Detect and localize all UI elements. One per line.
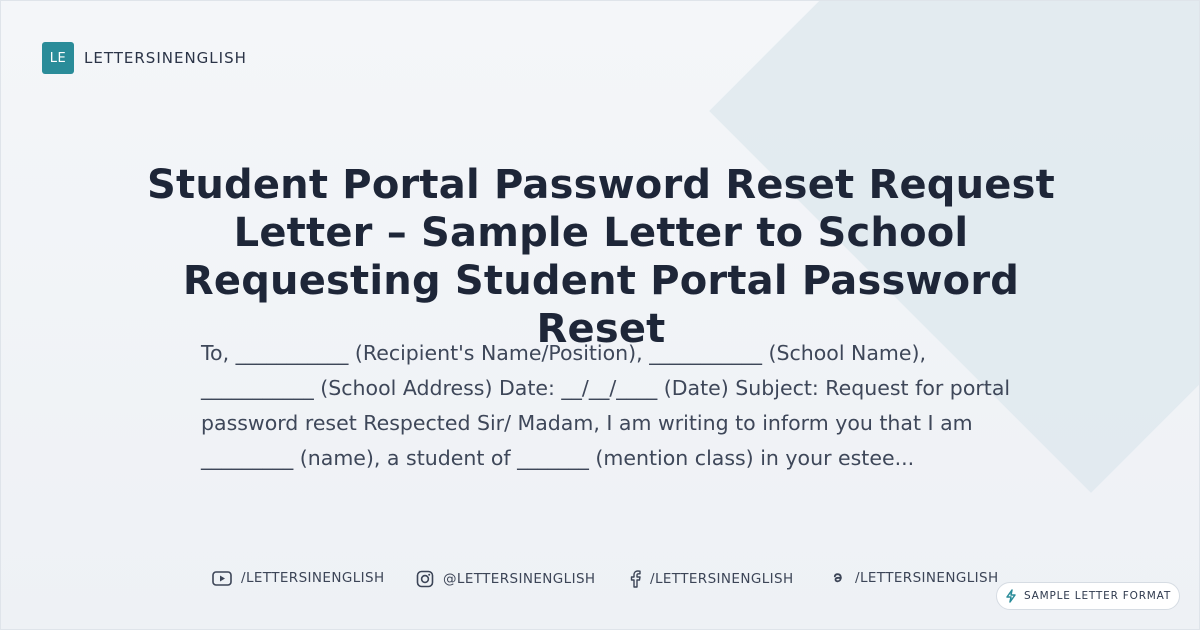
social-threads-link[interactable] (830, 570, 999, 586)
social-instagram-link[interactable] (416, 570, 595, 588)
social-instagram-label: @LETTERSINENGLISH (443, 571, 596, 587)
youtube-icon (212, 571, 232, 586)
social-youtube-label: /LETTERSINENGLISH (241, 570, 385, 586)
social-youtube-link[interactable] (212, 570, 385, 586)
brand[interactable] (42, 42, 247, 74)
sample-letter-format-badge[interactable] (996, 582, 1180, 610)
brand-logo: LE (42, 42, 74, 74)
page-title: Student Portal Password Reset Request Letter – Sample Letter to School Requesting Student Portal Password Reset (147, 162, 1055, 352)
letter-excerpt: To, ___________ (Recipient's Name/Position), ___________ (School Name), ___________ (School Address) Date: __/__/____ (Date) Subject: Request for portal password reset Respected Sir/ Madam, I am writing to inform you that I am _________ (name), a student of _______ (mention class) in your estee... (201, 341, 1011, 470)
instagram-icon (416, 570, 434, 588)
threads-icon (830, 570, 846, 586)
social-facebook-label: /LETTERSINENGLISH (650, 571, 794, 587)
bolt-icon (1005, 589, 1017, 603)
social-threads-label: /LETTERSINENGLISH (855, 570, 999, 586)
brand-name: LETTERSINENGLISH (84, 49, 247, 67)
badge-label: SAMPLE LETTER FORMAT (1023, 590, 1172, 602)
social-facebook-link[interactable] (629, 570, 794, 588)
facebook-icon (629, 570, 641, 588)
